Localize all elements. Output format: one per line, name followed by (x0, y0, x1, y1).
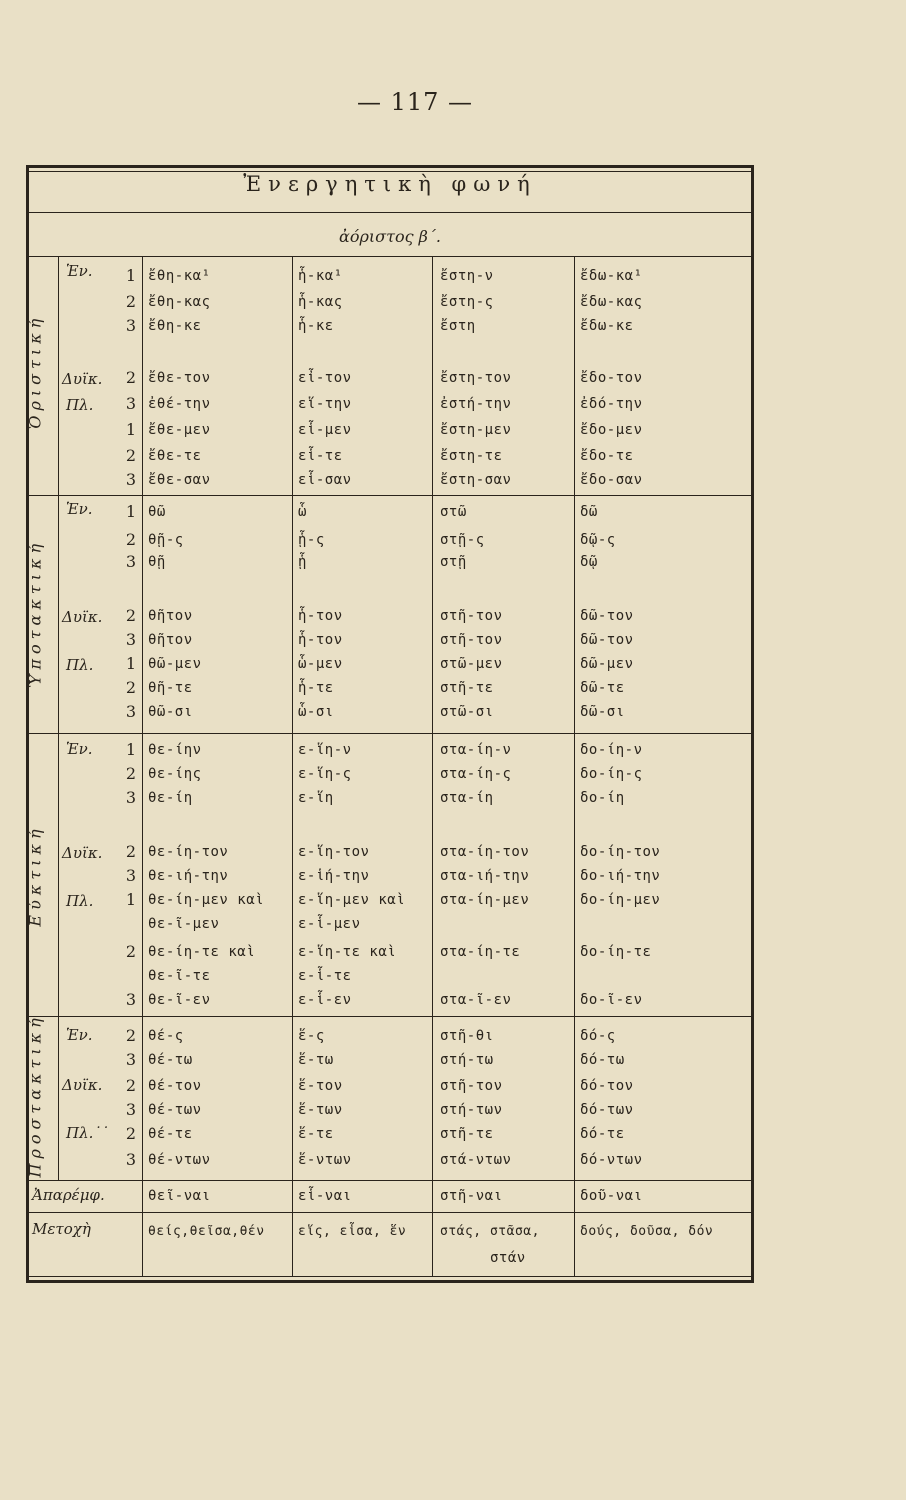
indicative-form: ἔστη-τε (440, 448, 503, 464)
imperative-form: δό-ς (580, 1028, 616, 1044)
number-label-sg: Ἑν. (66, 1026, 93, 1044)
imperative-form: στά-ντων (440, 1152, 512, 1168)
number-label-du: Δυϊκ. (62, 370, 103, 388)
imperative-form: στῆ-τον (440, 1078, 503, 1094)
imperative-form: δό-τε (580, 1126, 625, 1142)
subjunctive-form: ἧ-τον (298, 608, 343, 624)
person-imperative-2: 3 (125, 1050, 136, 1069)
imperative-form: δό-των (580, 1102, 634, 1118)
indicative-form: ἔδο-μεν (580, 422, 643, 438)
optative-form: δο-ῖ-εν (580, 992, 643, 1008)
imperative-form: στῆ-τε (440, 1126, 494, 1142)
number-label-du: Δυϊκ. (62, 608, 103, 626)
number-label-sg: Ἑν. (66, 500, 93, 518)
imperative-form: ἕ-τω (298, 1052, 334, 1068)
subjunctive-form: στῆ-τε (440, 680, 494, 696)
indicative-form: εἶ-τον (298, 370, 352, 386)
indicative-form: ἧ-κα¹ (298, 268, 343, 284)
subjunctive-form: δῷ (580, 554, 598, 570)
imperative-form: στῆ-θι (440, 1028, 494, 1044)
infinitive-form: εἷ-ναι (298, 1188, 352, 1204)
participle-label: Μετοχὴ (32, 1220, 91, 1238)
optative-form: δο-ίη-μεν (580, 892, 661, 908)
optative-form: ε-ἵη-μεν καὶ (298, 892, 406, 908)
subjunctive-form: θῆτον (148, 608, 193, 624)
imperative-form: θέ-τον (148, 1078, 202, 1094)
imperative-form: θέ-ντων (148, 1152, 211, 1168)
person-indicative-8: 3 (125, 470, 136, 489)
imperative-form: ἕ-τον (298, 1078, 343, 1094)
number-label-sg: Ἑν. (66, 262, 93, 280)
subjunctive-form: δῶ-σι (580, 704, 625, 720)
mood-divider-2 (26, 733, 754, 734)
imperative-form: ἕ-των (298, 1102, 343, 1118)
subjunctive-form: στῆ-τον (440, 608, 503, 624)
title-divider (26, 212, 754, 213)
subjunctive-form: δῶ-μεν (580, 656, 634, 672)
subjunctive-form: θῇ (148, 554, 166, 570)
person-imperative-1: 2 (125, 1026, 136, 1045)
person-subjunctive-6: 1 (125, 654, 136, 673)
subjunctive-form: στῶ-σι (440, 704, 494, 720)
optative-form: ε-ἵη (298, 790, 334, 806)
infinitive-form: στῆ-ναι (440, 1188, 503, 1204)
indicative-form: εἷ-τε (298, 448, 343, 464)
person-imperative-5: 2 (125, 1124, 136, 1143)
optative-form: θε-ῖ-εν (148, 992, 211, 1008)
optative-form: στα-ῖ-εν (440, 992, 512, 1008)
person-indicative-2: 2 (125, 292, 136, 311)
participle-form: στάς, στᾶσα, (440, 1224, 540, 1239)
indicative-form: ἔστη-τον (440, 370, 512, 386)
mood-label-optative: Εὐκτική (25, 824, 45, 927)
participle-form: θείς,θεῖσα,θέν (148, 1224, 265, 1239)
indicative-form: ἐθέ-την (148, 396, 211, 412)
imperative-form: δό-ντων (580, 1152, 643, 1168)
indicative-form: ἔθη-κα¹ (148, 268, 211, 284)
person-indicative-3: 3 (125, 316, 136, 335)
person-subjunctive-7: 2 (125, 678, 136, 697)
subjunctive-form: δῶ-τον (580, 632, 634, 648)
subjunctive-form: θῆ-τε (148, 680, 193, 696)
subjunctive-form: θῶ (148, 504, 166, 520)
person-subjunctive-5: 3 (125, 630, 136, 649)
mood-divider-3 (26, 1016, 754, 1017)
indicative-form: ἔδο-τον (580, 370, 643, 386)
subjunctive-form: στῶ-μεν (440, 656, 503, 672)
number-label-sg: Ἑν. (66, 740, 93, 758)
indicative-form: ἔδω-κας (580, 294, 643, 310)
person-subjunctive-1: 1 (125, 502, 136, 521)
imperative-form: ἕ-ντων (298, 1152, 352, 1168)
person-subjunctive-8: 3 (125, 702, 136, 721)
optative-form: θε-ῖ-τε (148, 968, 211, 984)
imperative-form: θέ-τε (148, 1126, 193, 1142)
indicative-form: εἷ-σαν (298, 472, 352, 488)
indicative-form: ἐστή-την (440, 396, 512, 412)
person-optative-6: 1 (125, 890, 136, 909)
imperative-form: στή-τω (440, 1052, 494, 1068)
optative-form: δο-ιή-την (580, 868, 661, 884)
indicative-form: ἔθε-τε (148, 448, 202, 464)
indicative-form: ἔθη-κε (148, 318, 202, 334)
indicative-form: ἔστη-μεν (440, 422, 512, 438)
optative-form: ε-ἷ-μεν (298, 916, 361, 932)
person-optative-4: 2 (125, 842, 136, 861)
person-indicative-1: 1 (125, 266, 136, 285)
subjunctive-form: ἧ-τε (298, 680, 334, 696)
subjunctive-form: ᾗ (298, 554, 307, 570)
person-optative-1: 1 (125, 740, 136, 759)
optative-form: ε-ἱή-την (298, 868, 370, 884)
person-subjunctive-4: 2 (125, 606, 136, 625)
optative-form: ε-ἵη-ς (298, 766, 352, 782)
bottom-double-line (26, 1276, 754, 1277)
optative-form: θε-ιή-την (148, 868, 229, 884)
indicative-form: ἔθε-μεν (148, 422, 211, 438)
subjunctive-form: ὧ (298, 504, 307, 520)
subjunctive-form: ἧ-τον (298, 632, 343, 648)
number-label-pl: Πλ.˙˙ (66, 1124, 109, 1142)
imperative-form: ἕ-ς (298, 1028, 325, 1044)
indicative-form: ἔδω-κα¹ (580, 268, 643, 284)
number-label-du: Δυϊκ. (62, 1076, 103, 1094)
indicative-form: ἐδό-την (580, 396, 643, 412)
person-indicative-6: 1 (125, 420, 136, 439)
person-subjunctive-3: 3 (125, 552, 136, 571)
optative-form: θε-ίης (148, 766, 202, 782)
subjunctive-form: ὧ-μεν (298, 656, 343, 672)
indicative-form: ἔστη-σαν (440, 472, 512, 488)
subjunctive-form: δῷ-ς (580, 532, 616, 548)
optative-form: θε-ίη-τον (148, 844, 229, 860)
page-number: — 117 — (356, 88, 474, 116)
person-optative-10: 3 (125, 990, 136, 1009)
optative-form: στα-ίη-μεν (440, 892, 530, 908)
indicative-form: ἔθε-τον (148, 370, 211, 386)
number-label-pl: Πλ. (66, 656, 94, 674)
subtitle-divider (26, 256, 754, 257)
mood-label-subjunctive: Ὑποτακτική (25, 538, 45, 689)
person-indicative-5: 3 (125, 394, 136, 413)
col-divider-1 (142, 256, 143, 1276)
indicative-form: ἧ-κας (298, 294, 343, 310)
optative-form: ε-ἵη-τε καὶ (298, 944, 397, 960)
person-optative-5: 3 (125, 866, 136, 885)
optative-form: θε-ίη (148, 790, 193, 806)
subjunctive-form: στῇ-ς (440, 532, 485, 548)
optative-form: στα-ίη-ς (440, 766, 512, 782)
indicative-form: εἷ-μεν (298, 422, 352, 438)
mood-label-indicative: Ὁριστική (25, 313, 45, 430)
infinitive-label: Ἀπαρέμφ. (32, 1186, 105, 1204)
imperative-form: θέ-τω (148, 1052, 193, 1068)
person-optative-2: 2 (125, 764, 136, 783)
imperative-divider (26, 1180, 754, 1181)
imperative-form: δό-τω (580, 1052, 625, 1068)
number-label-pl: Πλ. (66, 892, 94, 910)
person-subjunctive-2: 2 (125, 530, 136, 549)
subjunctive-form: θῆτον (148, 632, 193, 648)
indicative-form: ἔδω-κε (580, 318, 634, 334)
optative-form: ε-ἵη-τον (298, 844, 370, 860)
indicative-form: ἔδο-σαν (580, 472, 643, 488)
indicative-form: ἔθη-κας (148, 294, 211, 310)
subjunctive-form: θῶ-μεν (148, 656, 202, 672)
indicative-form: ἧ-κε (298, 318, 334, 334)
person-optative-8: 2 (125, 942, 136, 961)
subjunctive-form: στῇ (440, 554, 467, 570)
optative-form: δο-ίη-ν (580, 742, 643, 758)
number-label-pl: Πλ. (66, 396, 94, 414)
number-label-du: Δυϊκ. (62, 844, 103, 862)
optative-form: στα-ιή-την (440, 868, 530, 884)
infinitive-form: θεῖ-ναι (148, 1188, 211, 1204)
optative-form: στα-ίη-τε (440, 944, 521, 960)
person-imperative-4: 3 (125, 1100, 136, 1119)
optative-form: ε-ἵη-ν (298, 742, 352, 758)
optative-form: δο-ίη-ς (580, 766, 643, 782)
optative-form: ε-ἷ-τε (298, 968, 352, 984)
indicative-form: εἵ-την (298, 396, 352, 412)
col-divider-3 (432, 256, 433, 1276)
optative-form: δο-ίη-τον (580, 844, 661, 860)
participle-form: δούς, δοῦσα, δόν (580, 1224, 714, 1239)
imperative-form: δό-τον (580, 1078, 634, 1094)
subjunctive-form: δῶ-τον (580, 608, 634, 624)
optative-form: θε-ῖ-μεν (148, 916, 220, 932)
col-divider-2 (292, 256, 293, 1276)
indicative-form: ἔστη-ς (440, 294, 494, 310)
mood-divider-1 (26, 495, 754, 496)
optative-form: δο-ίη (580, 790, 625, 806)
optative-form: στα-ίη (440, 790, 494, 806)
optative-form: ε-ἷ-εν (298, 992, 352, 1008)
optative-form: στα-ίη-τον (440, 844, 530, 860)
imperative-form: στή-των (440, 1102, 503, 1118)
participle-form-extra: στάν (490, 1250, 526, 1266)
person-optative-3: 3 (125, 788, 136, 807)
optative-form: θε-ίην (148, 742, 202, 758)
col-divider-4 (574, 256, 575, 1276)
indicative-form: ἔστη (440, 318, 476, 334)
imperative-form: ἕ-τε (298, 1126, 334, 1142)
person-indicative-7: 2 (125, 446, 136, 465)
imperative-form: θέ-των (148, 1102, 202, 1118)
person-imperative-6: 3 (125, 1150, 136, 1169)
mood-label-imperative: Προστακτική (25, 1013, 45, 1178)
col-divider-mood (58, 256, 59, 1180)
optative-form: στα-ίη-ν (440, 742, 512, 758)
table-subtitle: ἀόριστος β΄. (339, 227, 441, 246)
subjunctive-form: στῆ-τον (440, 632, 503, 648)
indicative-form: ἔδο-τε (580, 448, 634, 464)
subjunctive-form: δῶ-τε (580, 680, 625, 696)
table-title: Ἐνεργητικὴ φωνή (243, 172, 537, 196)
optative-form: θε-ίη-τε καὶ (148, 944, 256, 960)
subjunctive-form: στῶ (440, 504, 467, 520)
participle-form: εἵς, εἷσα, ἕν (298, 1224, 407, 1239)
infinitive-form: δοῦ-ναι (580, 1188, 643, 1204)
imperative-form: θέ-ς (148, 1028, 184, 1044)
indicative-form: ἔστη-ν (440, 268, 494, 284)
indicative-form: ἔθε-σαν (148, 472, 211, 488)
person-imperative-3: 2 (125, 1076, 136, 1095)
person-indicative-4: 2 (125, 368, 136, 387)
subjunctive-form: θῶ-σι (148, 704, 193, 720)
subjunctive-form: δῶ (580, 504, 598, 520)
subjunctive-form: ὧ-σι (298, 704, 334, 720)
subjunctive-form: θῇ-ς (148, 532, 184, 548)
subjunctive-form: ᾗ-ς (298, 532, 325, 548)
optative-form: θε-ίη-μεν καὶ (148, 892, 265, 908)
optative-form: δο-ίη-τε (580, 944, 652, 960)
infinitive-divider (26, 1212, 754, 1213)
